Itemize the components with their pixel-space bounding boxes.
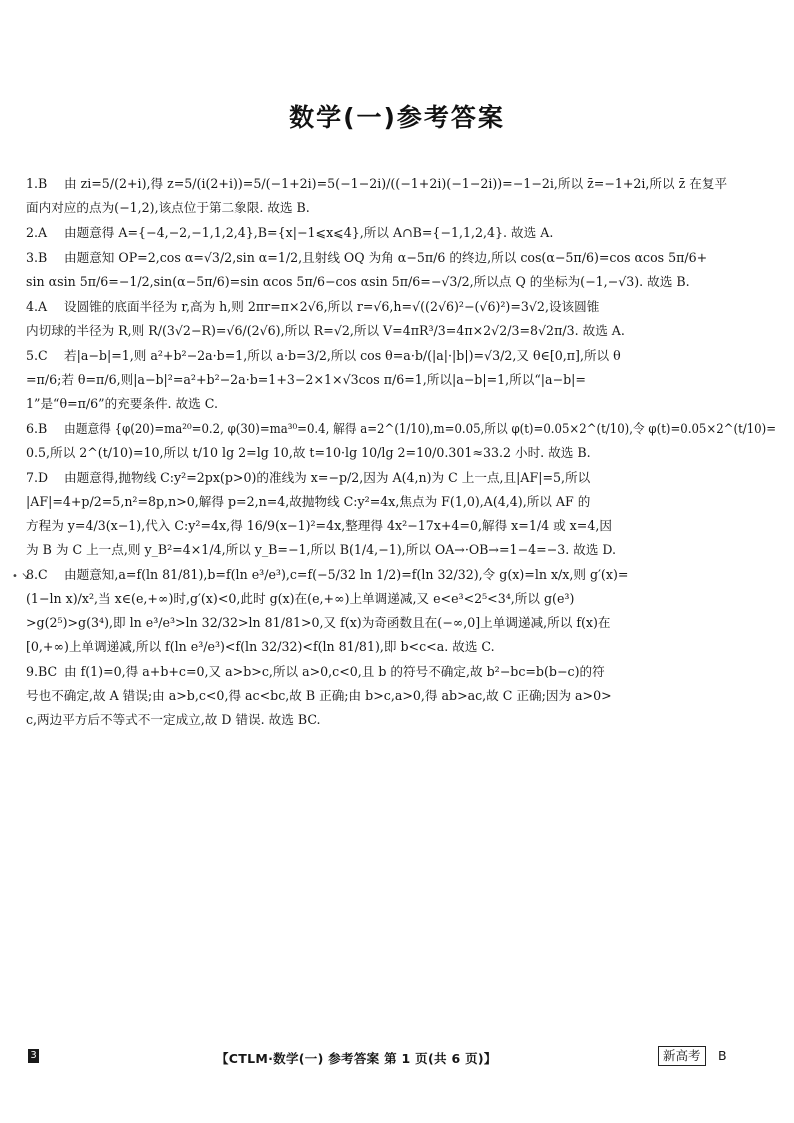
answer-number: 9.BC <box>26 664 58 679</box>
answer-item <box>26 664 776 727</box>
answer-text: (1−ln x)/x²,当 x∈(e,+∞)时,g′(x)<0,此时 g(x)在(e,+∞)上单调递减,又 e<e³<2⁵<3⁴,所以 g(e³) <box>26 591 575 606</box>
answer-line <box>26 372 776 387</box>
answer-line <box>26 225 776 240</box>
answer-item <box>26 250 776 289</box>
answer-line <box>26 542 776 557</box>
version-suffix: B <box>718 1048 727 1063</box>
exam-badge: 新高考 <box>658 1046 706 1066</box>
margin-mark-icon: • ↘ <box>12 571 30 582</box>
answer-text: 1”是“θ=π/6”的充要条件. 故选 C. <box>26 396 218 411</box>
answer-text: 设圆锥的底面半径为 r,高为 h,则 2πr=π×2√6,所以 r=√6,h=√((2√6)²−(√6)²)=3√2,设该圆锥 <box>64 299 600 314</box>
answer-text: sin αsin 5π/6=−1/2,sin(α−5π/6)=sin αcos 5π/6−cos αsin 5π/6=−√3/2,所以点 Q 的坐标为(−1,−√3). 故选 B. <box>26 274 690 289</box>
answer-line <box>26 396 776 411</box>
answer-line <box>26 591 776 606</box>
answer-number: 3.B <box>26 250 48 265</box>
answer-text: |AF|=4+p/2=5,n²=8p,n>0,解得 p=2,n=4,故抛物线 C:y²=4x,焦点为 F(1,0),A(4,4),所以 AF 的 <box>26 494 591 509</box>
answer-text: c,两边平方后不等式不一定成立,故 D 错误. 故选 BC. <box>26 712 321 727</box>
answer-line <box>26 518 776 533</box>
answer-text: 由 f(1)=0,得 a+b+c=0,又 a>b>c,所以 a>0,c<0,且 b 的符号不确定,故 b²−bc=b(b−c)的符 <box>64 664 605 679</box>
answer-number: 8.C <box>26 567 48 582</box>
answer-line <box>26 348 776 363</box>
answer-line <box>26 615 776 630</box>
answer-text: 方程为 y=4/3(x−1),代入 C:y²=4x,得 16/9(x−1)²=4x,整理得 4x²−17x+4=0,解得 x=1/4 或 x=4,因 <box>26 518 612 533</box>
answer-item <box>26 299 776 338</box>
answer-text: 由 zi=5/(2+i),得 z=5/(i(2+i))=5/(−1+2i)=5(−1−2i)/((−1+2i)(−1−2i))=−1−2i,所以 z̄=−1+2i,所以 z̄ 在复平 <box>64 176 728 191</box>
answer-item <box>26 470 776 557</box>
answer-text: 由题意得 {φ(20)=ma²⁰=0.2, φ(30)=ma³⁰=0.4, 解得 a=2^(1/10),m=0.05,所以 φ(t)=0.05×2^(t/10),令 φ(t)=0.05×2^(t/10)= <box>64 421 776 436</box>
answer-line <box>26 494 776 509</box>
answer-text: 面内对应的点为(−1,2),该点位于第二象限. 故选 B. <box>26 200 310 215</box>
answer-text: =π/6;若 θ=π/6,则|a−b|²=a²+b²−2a·b=1+3−2×1×√3cos π/6=1,所以|a−b|=1,所以“|a−b|= <box>26 372 586 387</box>
page-number-box: 3 <box>28 1049 39 1063</box>
footer-label: 【CTLM·数学(一) 参考答案 第 1 页(共 6 页)】 <box>216 1051 497 1066</box>
answer-text: [0,+∞)上单调递减,所以 f(ln e³/e³)<f(ln 32/32)<f(ln 81/81),即 b<c<a. 故选 C. <box>26 639 495 654</box>
answer-text: 由题意得 A={−4,−2,−1,1,2,4},B={x|−1⩽x⩽4},所以 A∩B={−1,1,2,4}. 故选 A. <box>64 225 554 240</box>
answer-line <box>26 421 776 436</box>
answer-line <box>26 470 776 485</box>
answer-text: >g(2⁵)>g(3⁴),即 ln e³/e³>ln 32/32>ln 81/81>0,又 f(x)为奇函数且在(−∞,0]上单调递减,所以 f(x)在 <box>26 615 611 630</box>
answer-text: 若|a−b|=1,则 a²+b²−2a·b=1,所以 a·b=3/2,所以 cos θ=a·b/(|a|·|b|)=√3/2,又 θ∈[0,π],所以 θ <box>64 348 621 363</box>
answer-number: 6.B <box>26 421 48 436</box>
answer-text: 0.5,所以 2^(t/10)=10,所以 t/10 lg 2=lg 10,故 t=10·lg 10/lg 2=10/0.301≈33.2 小时. 故选 B. <box>26 445 591 460</box>
answer-line <box>26 274 776 289</box>
answer-item <box>12 567 776 654</box>
answer-number: 4.A <box>26 299 48 314</box>
answer-line <box>26 176 776 191</box>
answer-line <box>26 200 776 215</box>
answer-item <box>26 348 776 411</box>
page-footer <box>26 1046 776 1070</box>
answer-line <box>26 567 776 582</box>
answer-line <box>26 688 776 703</box>
answer-text: 为 B 为 C 上一点,则 y_B²=4×1/4,所以 y_B=−1,所以 B(1/4,−1),所以 OA→·OB→=1−4=−3. 故选 D. <box>26 542 617 557</box>
answer-line <box>26 299 776 314</box>
answer-number: 5.C <box>26 348 48 363</box>
answer-line <box>26 250 776 265</box>
answer-line <box>26 664 776 679</box>
answer-text: 内切球的半径为 R,则 R/(3√2−R)=√6/(2√6),所以 R=√2,所以 V=4πR³/3=4π×2√2/3=8√2π/3. 故选 A. <box>26 323 625 338</box>
answer-line <box>26 712 776 727</box>
answer-text: 号也不确定,故 A 错误;由 a>b,c<0,得 ac<bc,故 B 正确;由 b>c,a>0,得 ab>ac,故 C 正确;因为 a>0> <box>26 688 612 703</box>
answer-line <box>26 639 776 654</box>
answer-number: 2.A <box>26 225 48 240</box>
answer-text: 由题意知 OP=2,cos α=√3/2,sin α=1/2,且射线 OQ 为角 α−5π/6 的终边,所以 cos(α−5π/6)=cos αcos 5π/6+ <box>64 250 708 265</box>
answer-item <box>26 176 776 215</box>
answer-list <box>12 176 776 737</box>
answer-line <box>26 445 776 460</box>
answer-number: 1.B <box>26 176 48 191</box>
answer-item <box>26 421 776 460</box>
answer-text: 由题意知,a=f(ln 81/81),b=f(ln e³/e³),c=f(−5/32 ln 1/2)=f(ln 32/32),令 g(x)=ln x/x,则 g′(x)= <box>64 567 629 582</box>
answer-item <box>26 225 776 240</box>
page-title: 数学(一)参考答案 <box>289 103 505 132</box>
answer-line <box>26 323 776 338</box>
answer-number: 7.D <box>26 470 49 485</box>
answer-text: 由题意得,抛物线 C:y²=2px(p>0)的准线为 x=−p/2,因为 A(4,n)为 C 上一点,且|AF|=5,所以 <box>64 470 591 485</box>
